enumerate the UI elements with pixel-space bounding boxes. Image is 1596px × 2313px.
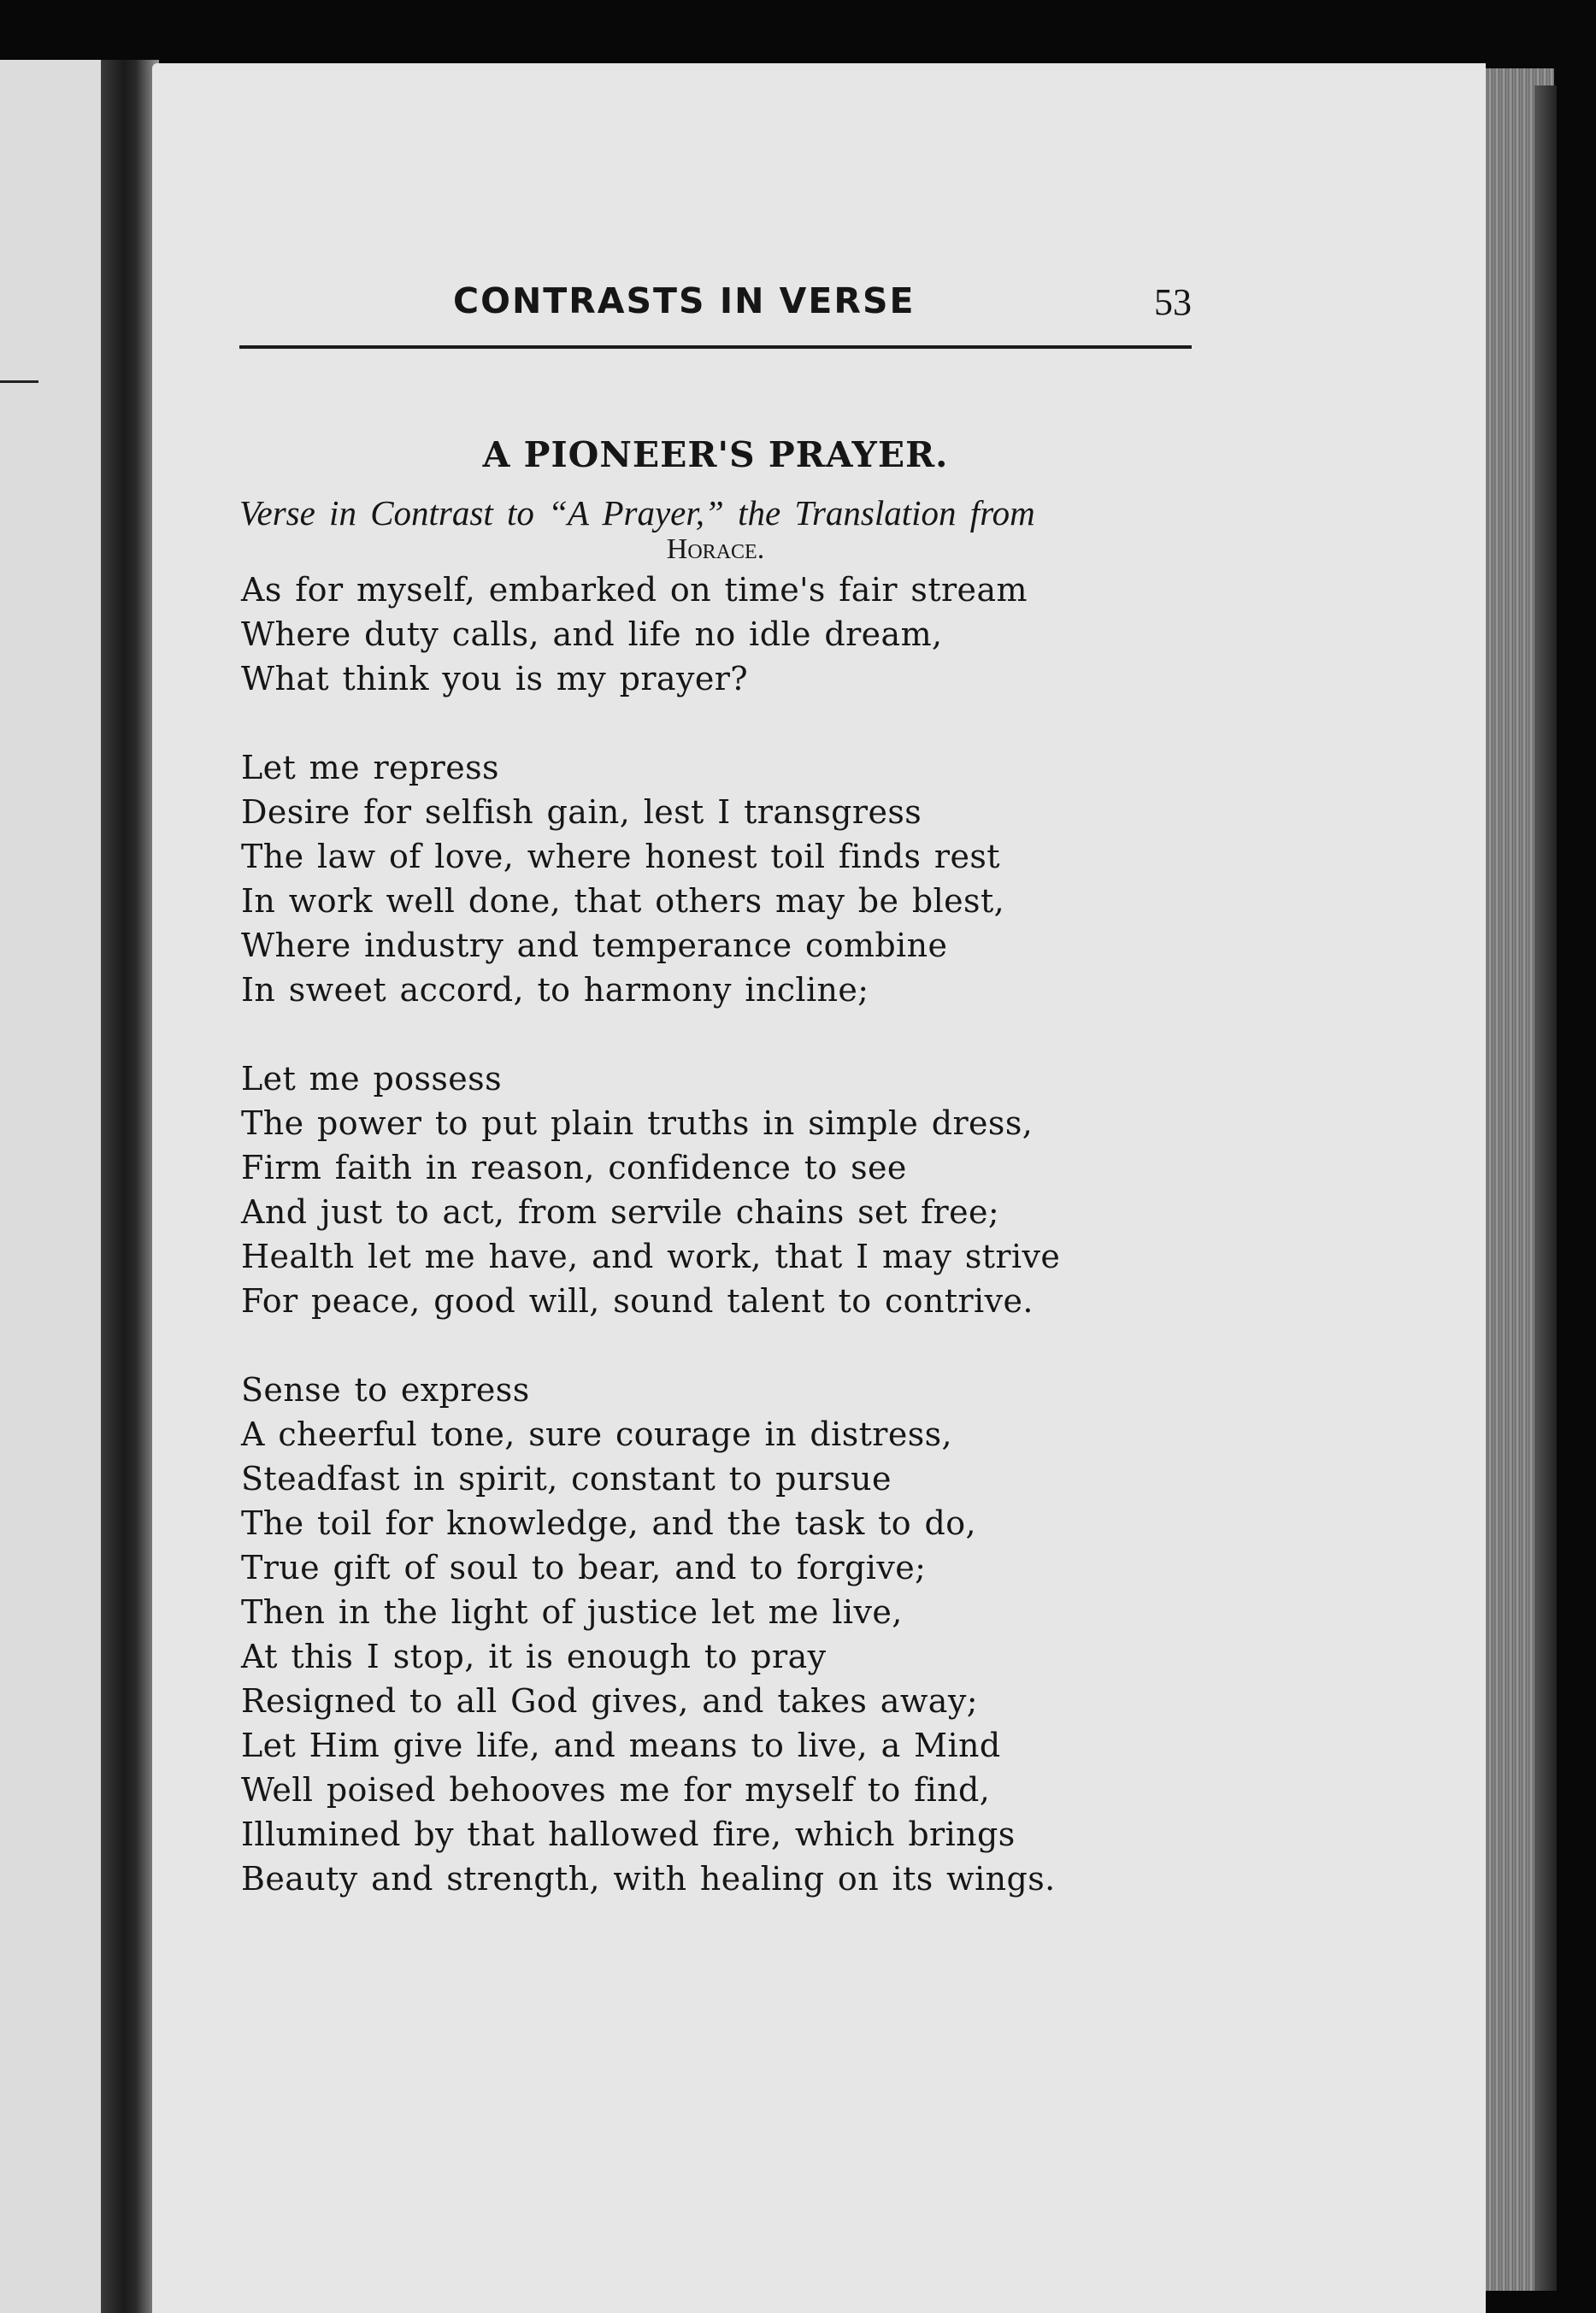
verse-line: Firm faith in reason, confidence to see [241, 1149, 907, 1186]
page-number: 53 [1154, 281, 1192, 323]
verse-line: Sense to express [241, 1371, 530, 1409]
verse-line: Illumined by that hallowed fire, which brings [241, 1816, 1016, 1853]
verse-line: In work well done, that others may be blest, [241, 882, 1005, 920]
poem-subtitle: Verse in Contrast to “A Prayer,” the Translation from [239, 493, 1035, 533]
book-page [152, 63, 1486, 2313]
verse-line: A cheerful tone, sure courage in distress, [241, 1415, 953, 1453]
verse-line: In sweet accord, to harmony incline; [241, 971, 869, 1009]
verse-line: And just to act, from servile chains set free; [241, 1193, 1000, 1231]
verse-line: Let me repress [241, 749, 499, 786]
verse-line: Resigned to all God gives, and takes away; [241, 1682, 978, 1720]
verse-line: Where duty calls, and life no idle dream, [241, 615, 943, 653]
verse-line: The power to put plain truths in simple dress, [241, 1104, 1034, 1142]
poem-title: A PIONEER'S PRAYER. [482, 434, 949, 475]
verse-line: Desire for selfish gain, lest I transgress [241, 793, 922, 831]
verse-line: The toil for knowledge, and the task to do, [241, 1504, 977, 1542]
verse-line: The law of love, where honest toil finds rest [241, 838, 1000, 875]
header-rule [239, 345, 1192, 349]
verse-line: Beauty and strength, with healing on its wings. [241, 1860, 1056, 1898]
facing-page-rule [0, 380, 38, 383]
poem-subtitle-author: Horace. [666, 533, 765, 565]
verse-line: For peace, good will, sound talent to contrive. [241, 1282, 1034, 1320]
verse-line: Let me possess [241, 1060, 502, 1098]
running-title: CONTRASTS IN VERSE [453, 280, 916, 321]
verse-line: Then in the light of justice let me live, [241, 1593, 903, 1631]
verse-line: As for myself, embarked on time's fair stream [241, 571, 1028, 609]
verse-line: What think you is my prayer? [241, 660, 749, 697]
verse-line: Steadfast in spirit, constant to pursue [241, 1460, 892, 1498]
book-gutter [101, 60, 159, 2313]
verse-line: True gift of soul to bear, and to forgive; [241, 1549, 927, 1586]
verse-line: Well poised behooves me for myself to find, [241, 1771, 991, 1809]
verse-line: Where industry and temperance combine [241, 927, 948, 964]
running-head [239, 280, 1192, 332]
verse-line: Health let me have, and work, that I may strive [241, 1238, 1061, 1275]
verse-line: At this I stop, it is enough to pray [241, 1638, 827, 1675]
verse-line: Let Him give life, and means to live, a Mind [241, 1727, 1001, 1764]
page-edges-shadow [1534, 85, 1557, 2291]
